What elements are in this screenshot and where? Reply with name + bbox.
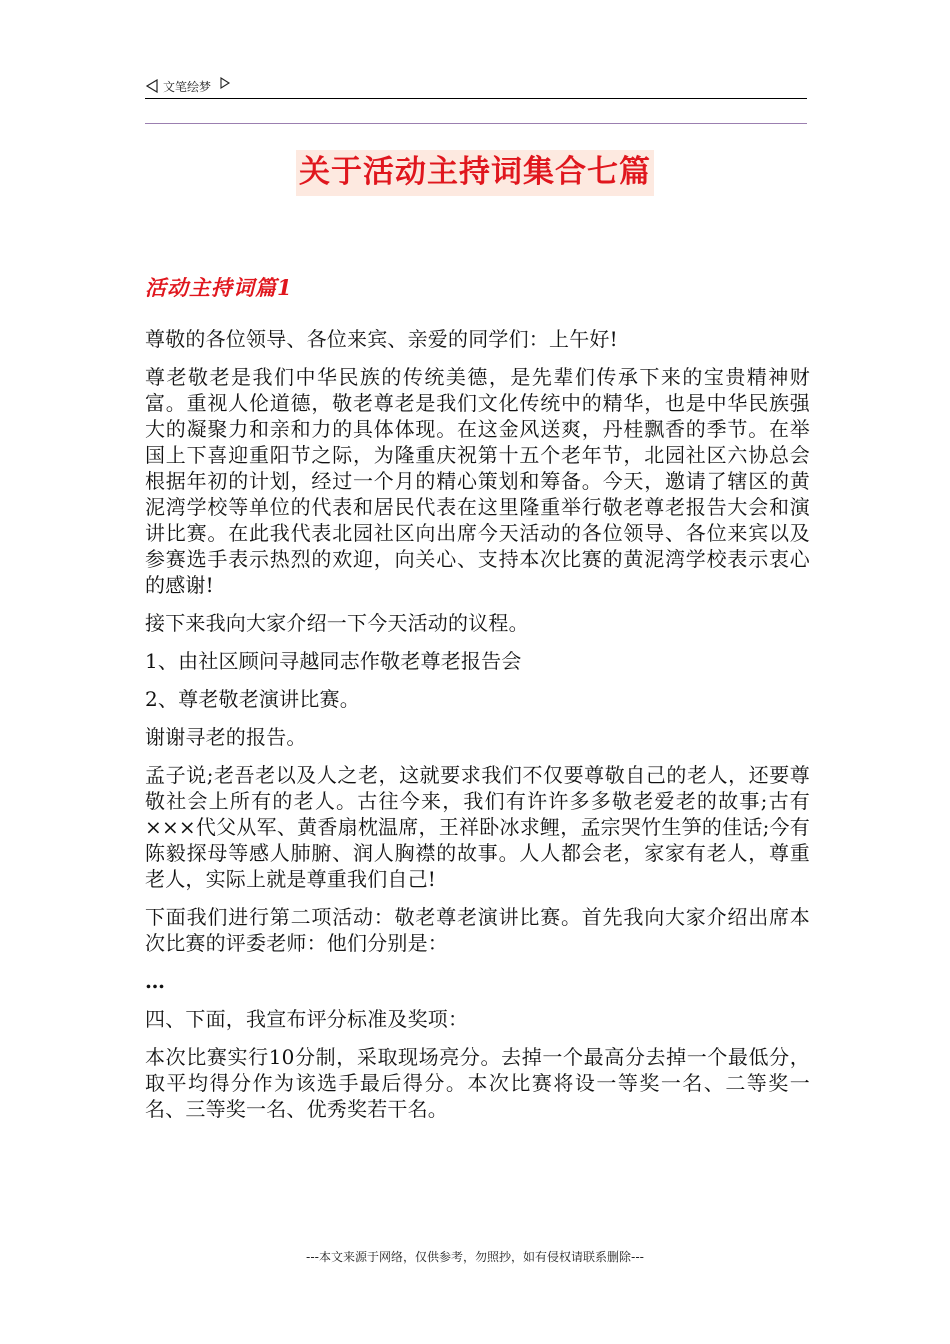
footer-disclaimer: ---本文来源于网络，仅供参考，勿照抄，如有侵权请联系删除---: [306, 1250, 644, 1264]
document-title: 关于活动主持词集合七篇: [296, 150, 654, 196]
document-body: [145, 326, 810, 1134]
title-container: [0, 150, 950, 196]
paragraph-intro: 尊老敬老是我们中华民族的传统美德，是先辈们传承下来的宝贵精神财富。重视人伦道德，敬老尊老是我们文化传统中的精华，也是中华民族强大的凝聚力和亲和力的具体体现。在这金风送爽，丹桂飘香的季节。在举国上下喜迎重阳节之际，为隆重庆祝第十五个老年节，北园社区六协总会根据年初的计划，经过一个月的精心策划和筹备。今天，邀请了辖区的黄泥湾学校等单位的代表和居民代表在这里隆重举行敬老尊老报告大会和演讲比赛。在此我代表北园社区向出席今天活动的各位领导、各位来宾以及参赛选手表示热烈的欢迎，向关心、支持本次比赛的黄泥湾学校表示衷心的感谢!: [145, 365, 810, 597]
paragraph-second-activity: 下面我们进行第二项活动：敬老尊老演讲比赛。首先我向大家介绍出席本次比赛的评委老师：他们分别是：: [145, 905, 810, 955]
paragraph-scoring-rules: 本次比赛实行10分制，采取现场亮分。去掉一个最高分去掉一个最低分，取平均得分作为该选手最后得分。本次比赛将设一等奖一名、二等奖一名、三等奖一名、优秀奖若干名。: [145, 1045, 810, 1121]
paragraph-agenda-item-2: 2、尊老敬老演讲比赛。: [145, 687, 360, 711]
divider-line: [145, 123, 807, 124]
paragraph-agenda-intro: 接下来我向大家介绍一下今天活动的议程。: [145, 611, 529, 635]
paragraph-greeting: 尊敬的各位领导、各位来宾、亲爱的同学们：上午好!: [145, 327, 618, 351]
paragraph-agenda-item-1: 1、由社区顾问寻越同志作敬老尊老报告会: [145, 649, 522, 673]
paragraph-scoring-heading: 四、下面，我宣布评分标准及奖项：: [145, 1007, 469, 1031]
header-brand: 文笔绘梦: [163, 79, 212, 94]
triangle-right-icon: [219, 77, 231, 89]
section-heading: 活动主持词篇1: [145, 275, 293, 300]
paragraph-ellipsis: …: [145, 969, 166, 993]
paragraph-thanks: 谢谢寻老的报告。: [145, 725, 307, 749]
paragraph-mencius: 孟子说;老吾老以及人之老，这就要求我们不仅要尊敬自己的老人，还要尊敬社会上所有的老人。古往今来，我们有许许多多敬老爱老的故事;古有×××代父从军、黄香扇枕温席，王祥卧冰求鲤，孟宗哭竹生笋的佳话;今有陈毅探母等感人肺腑、润人胸襟的故事。人人都会老，家家有老人，尊重老人，实际上就是尊重我们自己!: [145, 763, 810, 891]
page-header: [145, 74, 807, 99]
triangle-left-icon: [145, 79, 159, 93]
